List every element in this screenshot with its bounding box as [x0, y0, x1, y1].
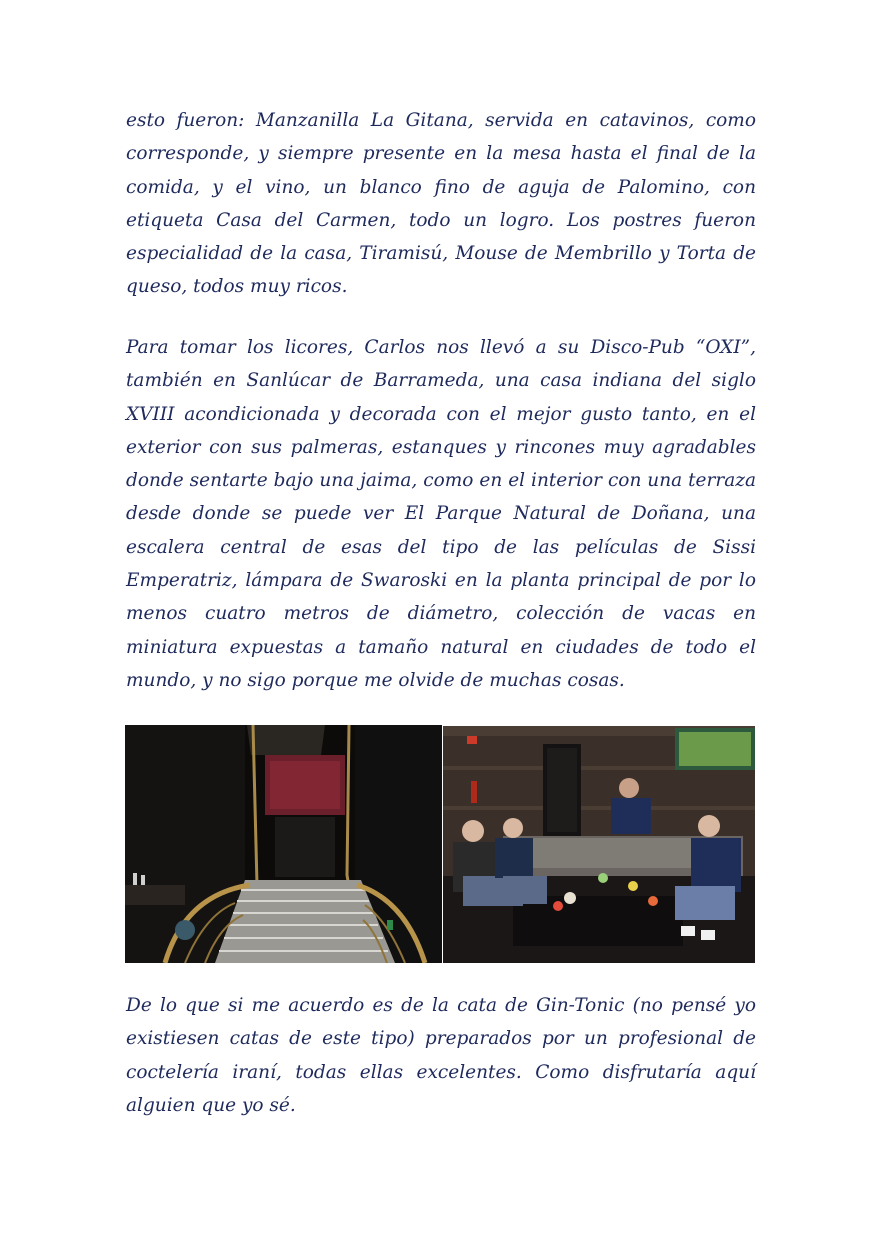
staircase-photo [125, 725, 442, 963]
lounge-photo [443, 726, 755, 963]
photo-collage [125, 725, 755, 963]
paragraph-gin-tonic-tasting: De lo que si me acuerdo es de la cata de Gin-Tonic (no pensé yo existiesen catas de este tipo) preparados por un profesional de coctelería iraní, todas ellas excelentes. Como disfrutaría aquí alguien que yo sé. [126, 995, 756, 1116]
staircase-image [125, 725, 442, 963]
lounge-image [443, 726, 755, 963]
paragraph-menu-wines-desserts: esto fueron: Manzanilla La Gitana, servida en catavinos, como corresponde, y siempre presente en la mesa hasta el final de la comida, y el vino, un blanco fino de aguja de Palomino, con etiqueta Casa del Carmen, todo un logro. Los postres fueron especialidad de la casa, Tiramisú, Mouse de Membrillo y Torta de queso, todos muy ricos. [126, 110, 756, 298]
paragraph-disco-pub-oxi: Para tomar los licores, Carlos nos llevó a su Disco-Pub “OXI”, también en Sanlúcar de Barrameda, una casa indiana del siglo XVIII acondicionada y decorada con el mejor gusto tanto, en el exterior con sus palmeras, estanques y rincones muy agradables donde sentarte bajo una jaima, como en el interior con una terraza desde donde se puede ver El Parque Natural de Doñana, una escalera central de esas del tipo de las películas de Sissi Emperatriz, lámpara de Swaroski en la planta principal de por lo menos cuatro metros de diámetro, colección de vacas en miniatura expuestas a tamaño natural en ciudades de todo el mundo, y no sigo porque me olvide de muchas cosas. [126, 337, 756, 691]
